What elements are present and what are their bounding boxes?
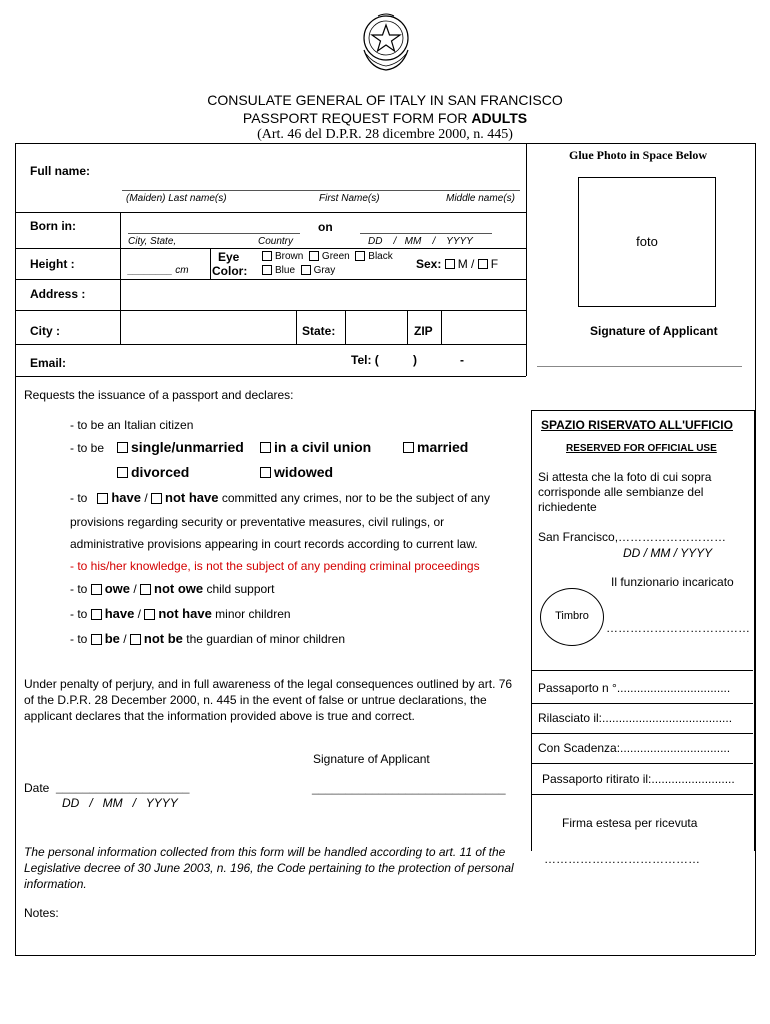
privacy-notice: The personal information collected from this form will be handled according to art. 11 of the Legislative decree of 30 June 2003, n. 196, the Code pertaining to the protection of personal information. <box>24 845 514 891</box>
eye-color-row-1: Brown Green Black <box>262 251 393 262</box>
consulate-title: CONSULATE GENERAL OF ITALY IN SAN FRANCISCO <box>207 92 563 108</box>
official-signature-dots[interactable]: ……………………………… <box>606 621 750 635</box>
perjury-statement: Under penalty of perjury, and in full awareness of the legal consequences outlined by art. 76 of the D.P.R. 28 December 2000, n. 445 in the event of false or untrue declarations, the applicant declares that the information provided above is true and correct. <box>24 677 513 723</box>
married-option[interactable]: married <box>403 439 468 455</box>
have-crimes-checkbox[interactable] <box>97 493 108 504</box>
office-subtitle: RESERVED FOR OFFICIAL USE <box>566 443 717 454</box>
city-state-label: City, State, <box>128 236 177 247</box>
male-checkbox[interactable] <box>445 259 455 269</box>
applicant-signature-label: Signature of Applicant <box>313 752 430 766</box>
height-label: Height : <box>30 257 75 271</box>
black-checkbox[interactable] <box>355 251 365 261</box>
pending-proceedings-text: - to his/her knowledge, is not the subject of any pending criminal proceedings <box>70 559 480 573</box>
civil-union-option[interactable]: in a civil union <box>260 439 371 455</box>
tel-close: ) <box>413 353 417 367</box>
italian-emblem-icon <box>356 10 416 74</box>
email-label: Email: <box>30 356 67 370</box>
child-support-row: - to owe / not owe child support <box>70 581 275 596</box>
funzionario-label: Il funzionario incaricato <box>611 575 734 589</box>
city-label: City : <box>30 324 60 338</box>
photo-caption: Glue Photo in Space Below <box>569 148 708 162</box>
stamp-circle <box>540 588 604 646</box>
zip-label: ZIP <box>414 324 433 338</box>
single-option[interactable]: single/unmarried <box>117 439 244 455</box>
blue-checkbox[interactable] <box>262 265 272 275</box>
italian-citizen-text: - to be an Italian citizen <box>70 418 194 432</box>
photo-signature-label: Signature of Applicant <box>590 324 718 338</box>
divorced-option[interactable]: divorced <box>117 464 189 480</box>
eye-color-row-2: Blue Gray <box>262 265 335 276</box>
tel-label: Tel: ( <box>351 353 379 367</box>
minor-children-row: - to have / not have minor children <box>70 606 291 621</box>
photo-placeholder: foto <box>636 234 658 249</box>
green-checkbox[interactable] <box>309 251 319 261</box>
passport-number-field[interactable]: Passaporto n °.................................. <box>538 681 731 695</box>
not-have-minors-checkbox[interactable] <box>144 609 155 620</box>
not-owe-checkbox[interactable] <box>140 584 151 595</box>
date-field[interactable]: ____________________ <box>56 780 190 794</box>
tel-dash: - <box>460 353 464 367</box>
date-format: DD / MM / YYYY <box>62 796 178 810</box>
declaration-intro: Requests the issuance of a passport and declares: <box>24 388 294 402</box>
maiden-name-label: (Maiden) Last name(s) <box>126 193 227 204</box>
color-label: Color: <box>212 264 248 278</box>
applicant-signature-field[interactable]: _____________________________ <box>312 781 506 795</box>
be-guardian-checkbox[interactable] <box>91 634 102 645</box>
date-label: Date <box>24 781 50 795</box>
notes-label: Notes: <box>24 906 59 920</box>
crimes-row: - to have / not have committed any crimes, nor to be the subject of any <box>70 490 490 505</box>
receipt-signature-dots[interactable]: ………………………………… <box>544 852 700 866</box>
height-field[interactable]: ________ cm <box>128 265 189 276</box>
office-date-format: DD / MM / YYYY <box>623 546 713 560</box>
guardian-row: - to be / not be the guardian of minor children <box>70 631 345 646</box>
photo-box[interactable] <box>578 177 716 307</box>
marital-status-row-1: - to be <box>70 441 105 455</box>
eye-label: Eye <box>218 250 240 264</box>
office-title: SPAZIO RISERVATO ALL'UFFICIO <box>541 418 733 432</box>
have-minors-checkbox[interactable] <box>91 609 102 620</box>
receipt-signature-label: Firma estesa per ricevuta <box>562 816 698 830</box>
first-name-label: First Name(s) <box>319 193 380 204</box>
photo-attestation: Si attesta che la foto di cui sopra corrisponde alle sembianze del richiedente <box>538 470 712 514</box>
gray-checkbox[interactable] <box>301 265 311 275</box>
not-have-crimes-checkbox[interactable] <box>151 493 162 504</box>
not-be-guardian-checkbox[interactable] <box>130 634 141 645</box>
issued-date-field[interactable]: Rilasciato il:....................................... <box>538 711 733 725</box>
stamp-label: Timbro <box>555 610 589 622</box>
born-in-label: Born in: <box>30 219 76 233</box>
expiry-date-field[interactable]: Con Scadenza:................................. <box>538 741 731 755</box>
widowed-option[interactable]: widowed <box>260 464 333 480</box>
sex-field: Sex: M / F <box>416 257 499 271</box>
san-francisco-date: San Francisco,……………………… <box>538 530 727 544</box>
country-label: Country <box>258 236 294 247</box>
address-label: Address : <box>30 287 86 301</box>
crimes-text-2: provisions regarding security or preventative measures, civil rulings, or <box>70 515 445 529</box>
owe-checkbox[interactable] <box>91 584 102 595</box>
brown-checkbox[interactable] <box>262 251 272 261</box>
on-label: on <box>318 220 333 234</box>
passport-collected-field[interactable]: Passaporto ritirato il:......................... <box>542 772 735 786</box>
female-checkbox[interactable] <box>478 259 488 269</box>
full-name-label: Full name: <box>30 164 91 178</box>
form-legal-ref: (Art. 46 del D.P.R. 28 dicembre 2000, n. 445) <box>257 127 513 142</box>
state-label: State: <box>302 324 336 338</box>
crimes-text-3: administrative provisions appearing in court records according to current law. <box>70 537 478 551</box>
birth-date-format: DD / MM / YYYY <box>368 236 473 247</box>
middle-name-label: Middle name(s) <box>446 193 515 204</box>
form-title: PASSPORT REQUEST FORM FOR ADULTS <box>242 110 528 126</box>
